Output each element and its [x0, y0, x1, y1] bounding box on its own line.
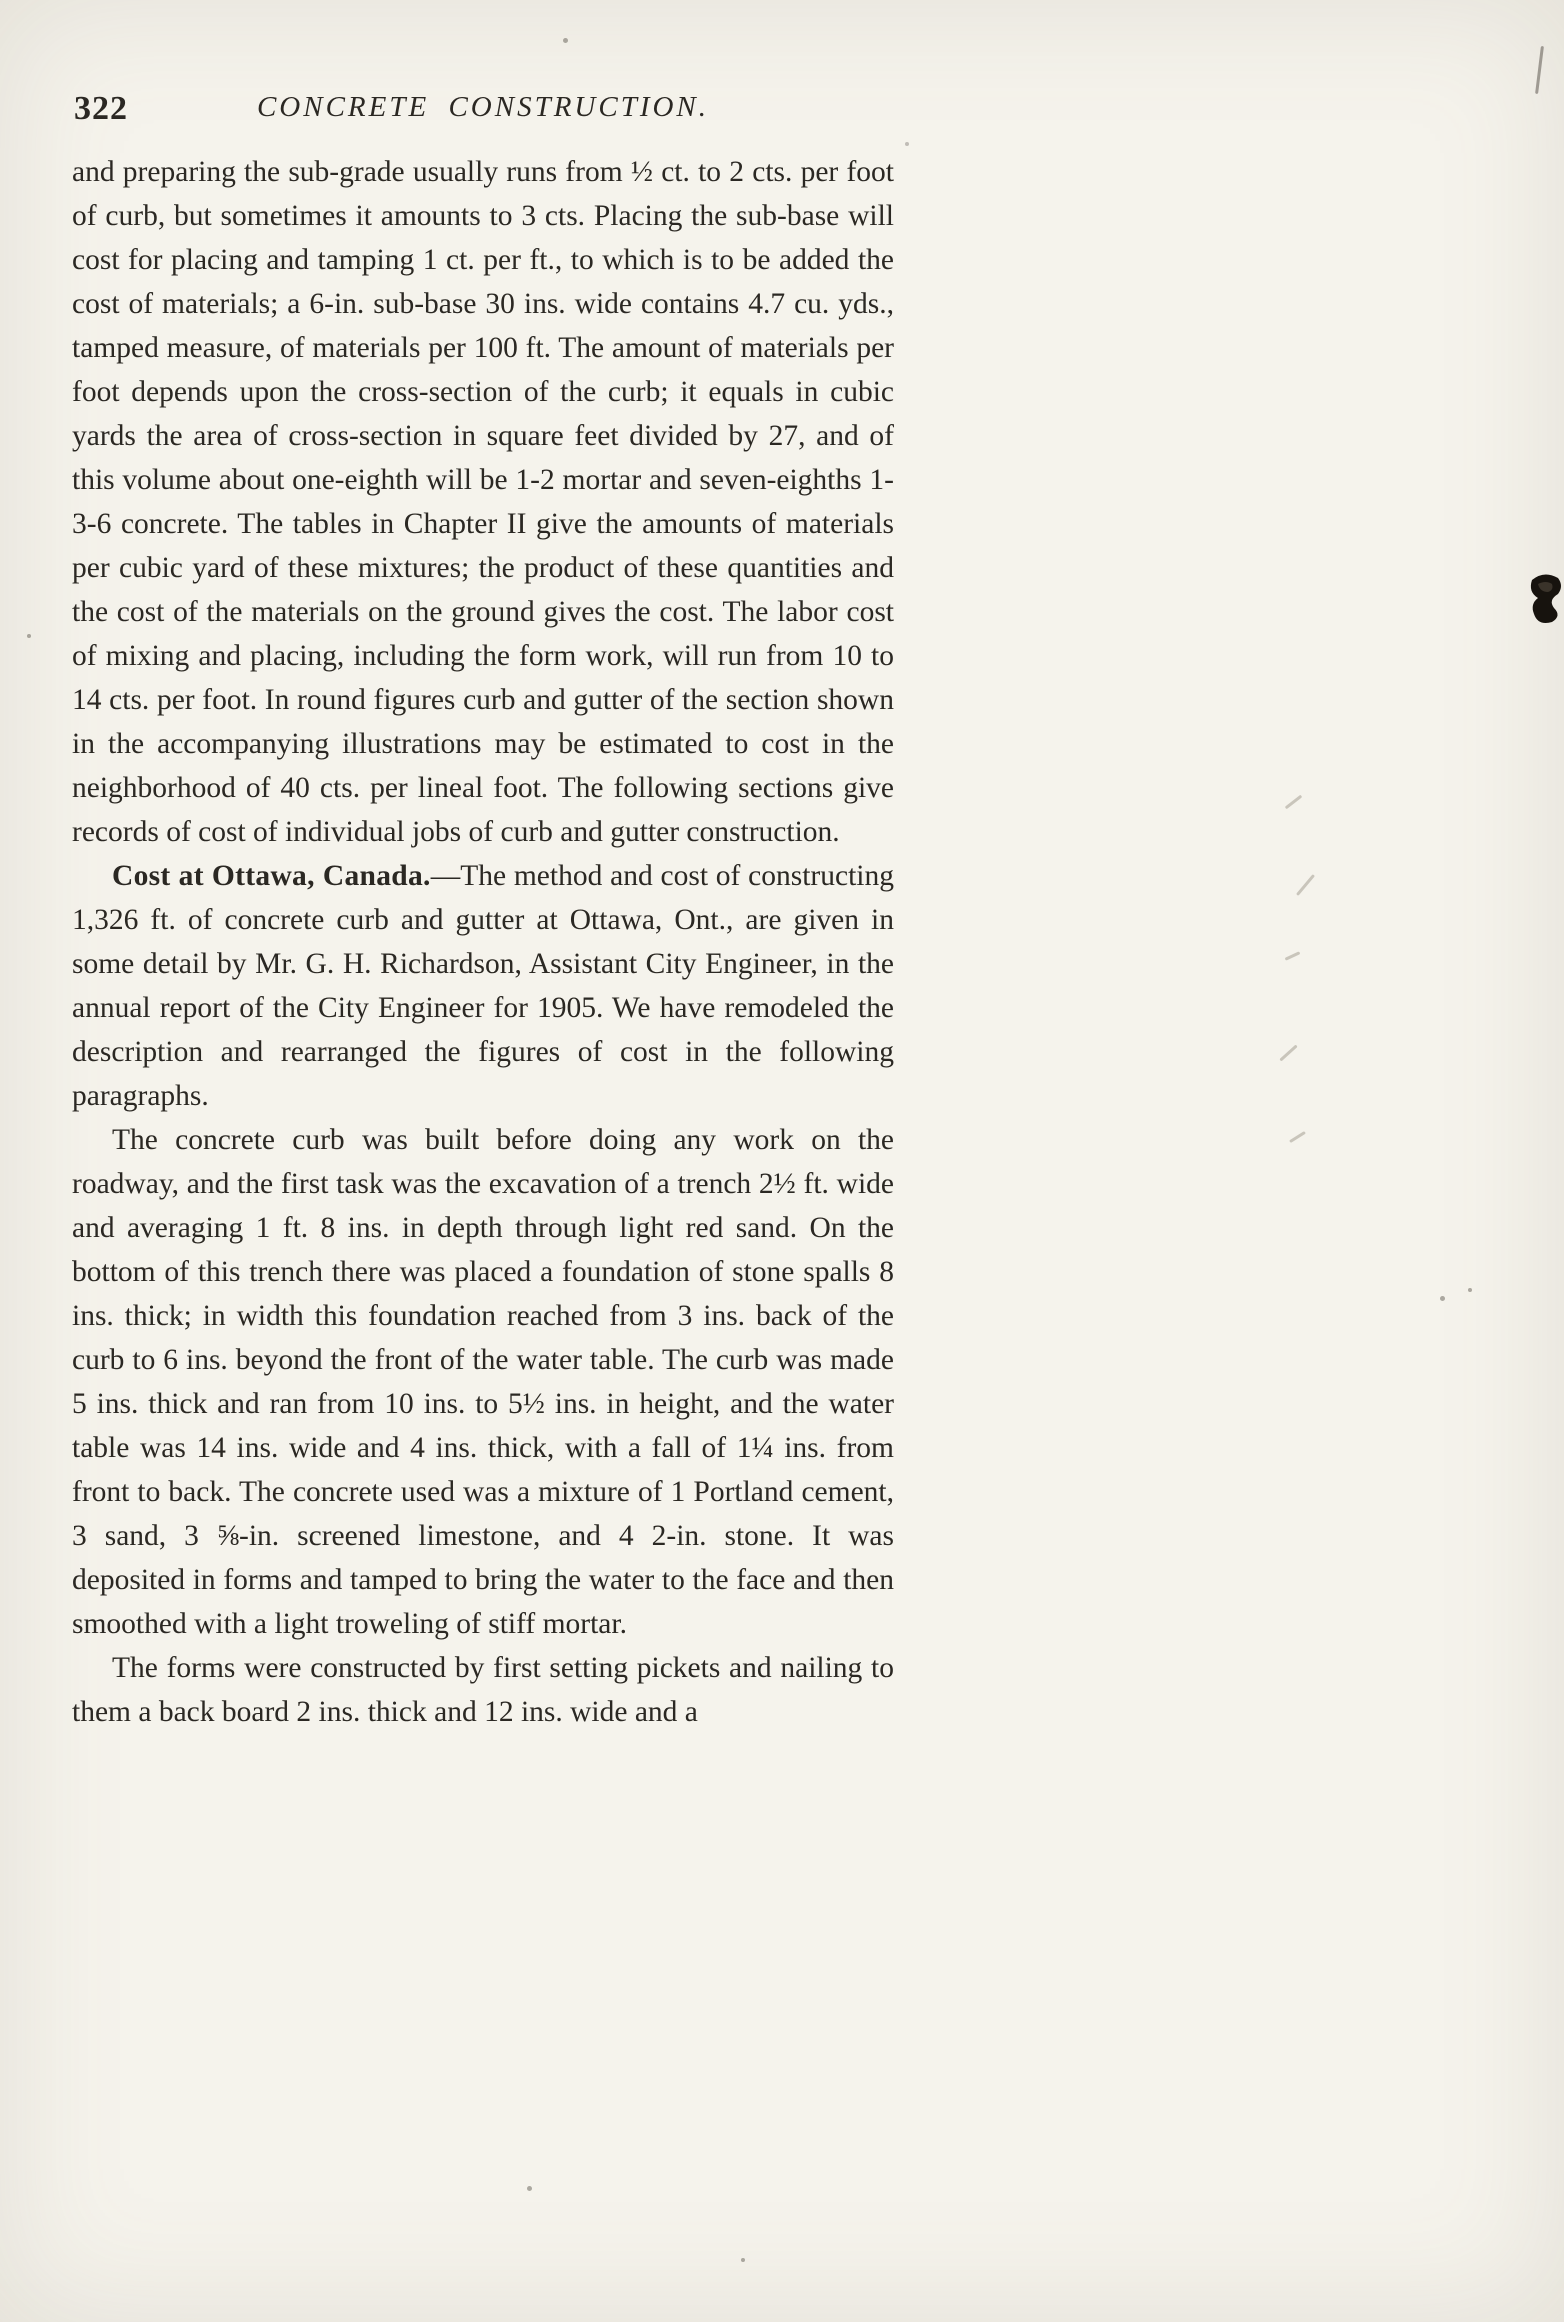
scan-tick-artifact — [1535, 46, 1544, 94]
paragraph: The concrete curb was built before doing any work on the roadway, and the first task was the excavation of a trench 2½ ft. wide and averaging 1 ft. 8 ins. in depth through light red sand. On the bottom of this trench there was placed a foundation of stone spalls 8 ins. thick; in width this foundation reached from 3 ins. back of the curb to 6 ins. beyond the front of the water table. The curb was made 5 ins. thick and ran from 10 ins. to 5½ ins. in height, and the water table was 14 ins. wide and 4 ins. thick, with a fall of 1¼ ins. from front to back. The concrete used was a mixture of 1 Portland cement, 3 sand, 3 ⅝-in. screened limestone, and 4 2-in. stone. It was deposited in forms and tamped to bring the water to the face and then smoothed with a light troweling of stiff mortar. — [72, 1124, 894, 1640]
speck-artifact — [741, 2258, 745, 2262]
speck-artifact — [27, 634, 31, 638]
paragraph: and preparing the sub-grade usually runs from ½ ct. to 2 cts. per foot of curb, but sometimes it amounts to 3 cts. Placing the sub-base will cost for placing and tamping 1 ct. per ft., to which is to be added the cost of materials; a 6-in. sub-base 30 ins. wide contains 4.7 cu. yds., tamped measure, of materials per 100 ft. The amount of materials per foot depends upon the cross-section of the curb; it equals in cubic yards the area of cross-section in square feet divided by 27, and of this volume about one-eighth will be 1-2 mortar and seven-eighths 1-3-6 concrete. The tables in Chapter II give the amounts of materials per cubic yard of these mixtures; the product of these quantities and the cost of the materials on the ground gives the cost. The labor cost of mixing and placing, including the form work, will run from 10 to 14 cts. per foot. In round figures curb and gutter of the section shown in the accompanying illustrations may be estimated to cost in the neighborhood of 40 cts. per lineal foot. The following sections give records of cost of individual jobs of curb and gutter construction. — [72, 156, 894, 848]
body-text — [72, 150, 894, 1734]
pencil-mark-artifact — [1296, 874, 1315, 896]
speck-artifact — [527, 2186, 532, 2191]
speck-artifact — [563, 38, 568, 43]
speck-artifact — [1468, 1288, 1472, 1292]
paragraph: Cost at Ottawa, Canada.—The method and cost of constructing 1,326 ft. of concrete curb and gutter at Ottawa, Ont., are given in some detail by Mr. G. H. Richardson, Assistant City Engineer, in the annual report of the City Engineer for 1905. We have remodeled the description and rearranged the figures of cost in the following paragraphs. — [72, 860, 894, 1112]
paragraph-lead: Cost at Ottawa, Canada. — [112, 860, 431, 892]
running-head-title: CONCRETE CONSTRUCTION. — [256, 91, 710, 123]
ink-blob-artifact — [1524, 570, 1564, 626]
paragraph: The forms were constructed by first setting pickets and nailing to them a back board 2 ins. thick and 12 ins. wide and a — [72, 1652, 894, 1728]
pencil-mark-artifact — [1285, 951, 1301, 960]
pencil-mark-artifact — [1289, 1131, 1306, 1143]
speck-artifact — [905, 142, 909, 146]
pencil-mark-artifact — [1285, 795, 1303, 810]
speck-artifact — [1440, 1296, 1445, 1301]
pencil-mark-artifact — [1279, 1045, 1297, 1062]
page-number: 322 — [74, 90, 128, 127]
running-head — [72, 84, 894, 134]
